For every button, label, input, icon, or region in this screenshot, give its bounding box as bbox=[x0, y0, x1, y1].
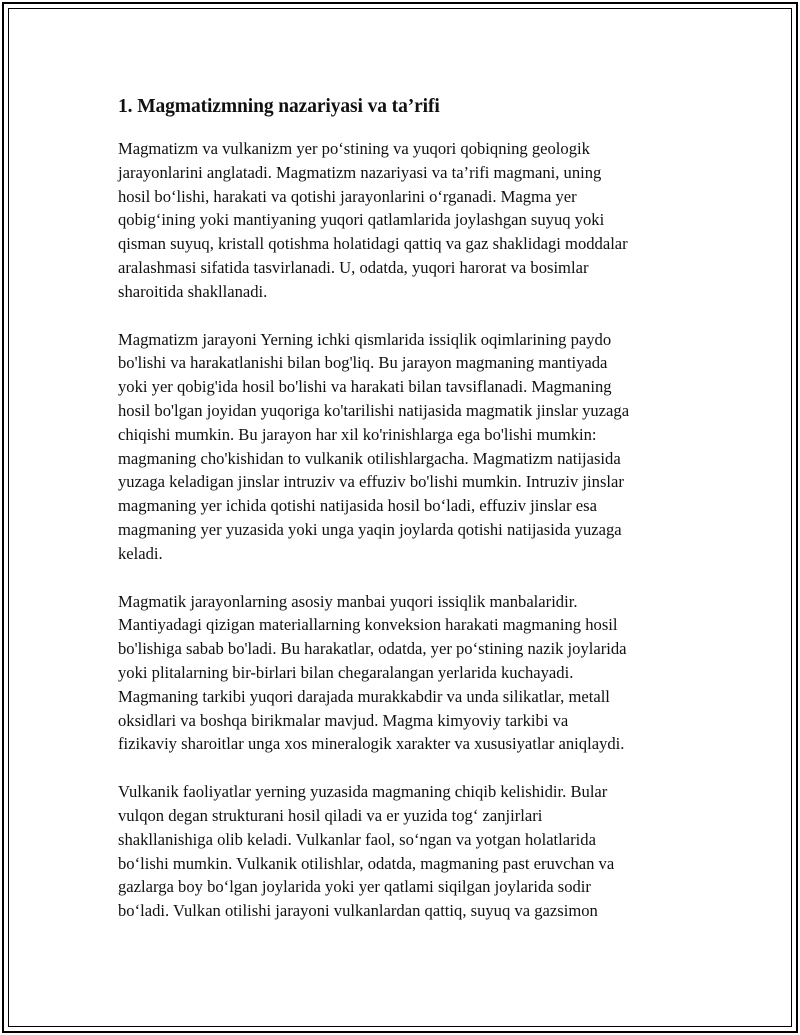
paragraph-4 bbox=[118, 780, 688, 923]
text-line: Magmatizm jarayoni Yerning ichki qismlarida issiqlik oqimlarining paydo bbox=[118, 329, 612, 349]
text-line: hosil bo'lgan joyidan yuqoriga ko'tarilishi natijasida magmatik jinslar yuzaga bbox=[118, 400, 630, 420]
document-body bbox=[118, 92, 688, 947]
text-line: Magmatik jarayonlarning asosiy manbai yuqori issiqlik manbalaridir. bbox=[118, 591, 578, 611]
text-line: jarayonlarini anglatadi. Magmatizm nazariyasi va ta’rifi magmani, uning bbox=[118, 162, 602, 182]
text-line: bo'lishi va harakatlanishi bilan bog'liq. Bu jarayon magmaning mantiyada bbox=[118, 353, 608, 373]
text-line: qobig‘ining yoki mantiyaning yuqori qatlamlarida joylashgan suyuq yoki bbox=[118, 210, 605, 230]
text-line: gazlarga boy bo‘lgan joylarida yoki yer qatlami siqilgan joylarida sodir bbox=[118, 877, 591, 897]
text-line: bo‘lishi mumkin. Vulkanik otilishlar, odatda, magmaning past eruvchan va bbox=[118, 853, 615, 873]
text-line: yoki yer qobig'ida hosil bo'lishi va harakati bilan tavsiflanadi. Magmaning bbox=[118, 377, 612, 397]
text-line: shakllanishiga olib keladi. Vulkanlar faol, so‘ngan va yotgan holatlarida bbox=[118, 829, 596, 849]
paragraph-1 bbox=[118, 137, 688, 304]
text-line: fizikaviy sharoitlar unga xos mineralogik xarakter va xususiyatlar aniqlaydi. bbox=[118, 734, 625, 754]
paragraph-2 bbox=[118, 328, 688, 566]
text-line: hosil bo‘lishi, harakati va qotishi jarayonlarini o‘rganadi. Magma yer bbox=[118, 186, 577, 206]
text-line: keladi. bbox=[118, 543, 163, 563]
text-line: yoki plitalarning bir-birlari bilan chegaralangan yerlarida kuchayadi. bbox=[118, 662, 574, 682]
text-line: Mantiyadagi qizigan materiallarning konveksion harakati magmaning hosil bbox=[118, 615, 618, 635]
text-line: oksidlari va boshqa birikmalar mavjud. Magma kimyoviy tarkibi va bbox=[118, 710, 569, 730]
text-line: qisman suyuq, kristall qotishma holatidagi qattiq va gaz shaklidagi moddalar bbox=[118, 234, 628, 254]
paragraph-3 bbox=[118, 590, 688, 757]
text-line: Magmaning tarkibi yuqori darajada murakkabdir va unda silikatlar, metall bbox=[118, 686, 610, 706]
section-heading: 1. Magmatizmning nazariyasi va ta’rifi bbox=[118, 96, 440, 117]
text-line: Magmatizm va vulkanizm yer po‘stining va yuqori qobiqning geologik bbox=[118, 139, 590, 158]
text-line: bo‘ladi. Vulkan otilishi jarayoni vulkanlardan qattiq, suyuq va gazsimon bbox=[118, 901, 598, 921]
text-line: magmaning yer ichida qotishi natijasida hosil bo‘ladi, effuziv jinslar esa bbox=[118, 496, 597, 516]
text-line: chiqishi mumkin. Bu jarayon har xil ko'rinishlarga ega bo'lishi mumkin: bbox=[118, 424, 597, 444]
text-line: bo'lishiga sabab bo'ladi. Bu harakatlar, odatda, yer po‘stining nazik joylarida bbox=[118, 639, 627, 659]
text-line: Vulkanik faoliyatlar yerning yuzasida magmaning chiqib kelishidir. Bular bbox=[118, 782, 608, 802]
text-line: yuzaga keladigan jinslar intruziv va effuziv bo'lishi mumkin. Intruziv jinslar bbox=[118, 472, 624, 492]
text-line: magmaning cho'kishidan to vulkanik otilishlargacha. Magmatizm natijasida bbox=[118, 448, 621, 468]
text-line: sharoitida shakllanadi. bbox=[118, 281, 268, 301]
text-line: magmaning yer yuzasida yoki unga yaqin joylarda qotishi natijasida yuzaga bbox=[118, 519, 622, 539]
text-line: vulqon degan strukturani hosil qiladi va er yuzida tog‘ zanjirlari bbox=[118, 805, 543, 825]
text-line: aralashmasi sifatida tasvirlanadi. U, odatda, yuqori harorat va bosimlar bbox=[118, 257, 589, 277]
